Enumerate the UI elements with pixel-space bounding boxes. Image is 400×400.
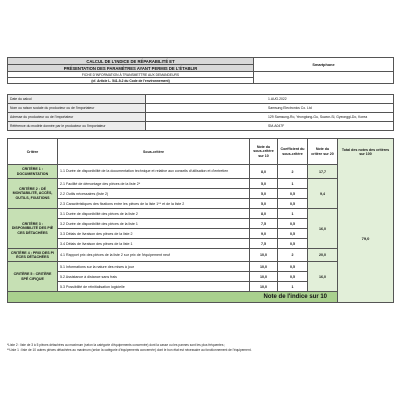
info-table	[7, 94, 394, 131]
info-label-producer: Nom ou raison sociale du producteur ou de l'importateur	[8, 104, 146, 113]
subcriterion-coef: 0,5	[278, 219, 308, 229]
subcriterion-coef: 0,5	[278, 189, 308, 199]
subcriterion-coef: 0,5	[278, 262, 308, 272]
header-note: Note du sous-critère sur 10	[250, 139, 278, 165]
final-score-label: Note de l'indice sur 10	[8, 292, 338, 303]
subcriterion-row: 3.3 Délais de livraison des pièces de la liste 2	[58, 229, 250, 239]
criterion-3: CRITÈRE 3 : DISPONIBILITÉ DES PIÈ CES DÉTACHÉES	[8, 209, 58, 249]
subcriterion-row: 5.1 Informations sur la nature des mises à jour	[58, 262, 250, 272]
header-total: Total des notes des critères sur 100	[341, 147, 390, 156]
info-label-model: Référence du modèle donnée par le producteur ou l'importateur	[8, 122, 146, 131]
subcriterion-coef: 2	[278, 249, 308, 262]
criterion-1-score: 17,7	[308, 165, 338, 179]
subcriterion-row: 2.1 Facilité de démontage des pièces de la liste 2*	[58, 179, 250, 189]
total-value: 79,0	[361, 236, 370, 241]
header-subcriteria: Sous-critère	[58, 139, 250, 165]
subcriterion-coef: 0,5	[278, 229, 308, 239]
subtitle-line-2: (cf. Article L. 541-9-2 du Code de l'environnement)	[8, 78, 254, 84]
info-value-date: 1.AUG.2022	[146, 95, 394, 104]
subcriterion-row: 1.1 Durée de disponibilité de la documentation technique et relative aux conseils d'utilisation et d'entretien	[58, 165, 250, 179]
subtitle-line-1: FICHE D'INFORMATION À TRANSMETTRE AUX DEMANDEURS	[8, 72, 254, 78]
product-type: Smartphone	[254, 58, 394, 72]
subcriterion-note: 5,0	[250, 199, 278, 209]
header-crit-note: Note du critère sur 20	[308, 139, 338, 165]
subcriterion-row: 3.1 Durée de disponibilité des pièces de la liste 2	[58, 209, 250, 219]
criterion-4-score: 20,0	[308, 249, 338, 262]
score-table	[7, 138, 394, 303]
header-criteria: Critère	[8, 139, 58, 165]
title-line-2: PRÉSENTATION DES PARAMÈTRES AYANT PERMIS DE L'ÉTABLIR	[8, 65, 254, 72]
subcriterion-note: 10,0	[250, 249, 278, 262]
criterion-2-score: 9,4	[308, 179, 338, 209]
subcriterion-coef: 1	[278, 209, 308, 219]
info-label-address: Adresse du producteur ou de l'importateur	[8, 113, 146, 122]
footnotes	[7, 343, 393, 352]
subcriterion-note: 5,0	[250, 189, 278, 199]
info-value-producer: Samsung Electronics Co. Ltd	[146, 104, 394, 113]
subcriterion-row: 5.3 Possibilité de réinitialisation logicielle	[58, 282, 250, 292]
subcriterion-coef: 1	[278, 179, 308, 189]
criterion-3-score: 16,0	[308, 209, 338, 249]
criterion-1: CRITÈRE 1 : DOCUMENTATION	[8, 165, 58, 179]
criterion-4: CRITÈRE 4 : PRIX DES PI ÈCES DÉTACHÉES	[8, 249, 58, 262]
header-coef: Coefficient du sous-critère	[278, 139, 308, 165]
repairability-sheet	[7, 57, 393, 303]
subcriterion-note: 10,0	[250, 262, 278, 272]
header-table	[7, 57, 394, 84]
subcriterion-note: 8,0	[250, 209, 278, 219]
subcriterion-note: 7,5	[250, 239, 278, 249]
subcriterion-row: 4.1 Rapport prix des pièces de la liste 2 sur prix de l'équipement neuf	[58, 249, 250, 262]
subcriterion-note: 7,5	[250, 219, 278, 229]
criterion-5: CRITÈRE 5 : CRITÈRE SPÉ CIFIQUE	[8, 262, 58, 292]
info-label-date: Date du calcul	[8, 95, 146, 104]
subcriterion-row: 2.3 Caractéristiques des fixations entre les pièces de la liste 1** et de la liste 2	[58, 199, 250, 209]
subcriterion-coef: 1	[278, 282, 308, 292]
subcriterion-row: 3.4 Délais de livraison des pièces de la liste 1	[58, 239, 250, 249]
total-column	[338, 139, 394, 303]
subcriterion-note: 5,0	[250, 179, 278, 189]
criterion-2: CRITÈRE 2 : DÉ MONTABILITÉ, ACCÈS, OUTILS, FIXATIONS	[8, 179, 58, 209]
footnote-list-2: *Liste 2 : liste de 3 à 5 pièces détachées au maximum (selon la catégorie d'équipements concernée) dont la casse ou les pannes sont les plus fréquentes ;	[7, 343, 226, 347]
info-value-model: SM-A047F	[146, 122, 394, 131]
subcriterion-coef: 0,5	[278, 239, 308, 249]
subcriterion-note: 9,0	[250, 229, 278, 239]
subcriterion-note: 10,0	[250, 272, 278, 282]
subcriterion-coef: 2	[278, 165, 308, 179]
subcriterion-row: 2.2 Outils nécessaires (liste 2)	[58, 189, 250, 199]
title-line-1: CALCUL DE L'INDICE DE RÉPARABILITÉ ET	[8, 58, 254, 65]
subcriterion-note: 10,0	[250, 282, 278, 292]
subcriterion-note: 8,0	[250, 165, 278, 179]
subcriterion-coef: 0,5	[278, 199, 308, 209]
subcriterion-coef: 0,5	[278, 272, 308, 282]
subcriterion-row: 3.2 Durée de disponibilité des pièces de la liste 1	[58, 219, 250, 229]
footnote-list-1: **Liste 1 : liste de 10 autres pièces détachées au maximum (selon la catégorie d'équipements concernée) dont le bon état est nécessaire au fonctionnement de l'équipement.	[7, 347, 252, 352]
criterion-5-score: 16,0	[308, 262, 338, 292]
info-value-address: 129 Samsung-Ro, Yeongtong-Gu, Suwon-Si, Gyeonggi-Do, Korea	[146, 113, 394, 122]
subcriterion-row: 5.2 Assistance à distance sans frais	[58, 272, 250, 282]
